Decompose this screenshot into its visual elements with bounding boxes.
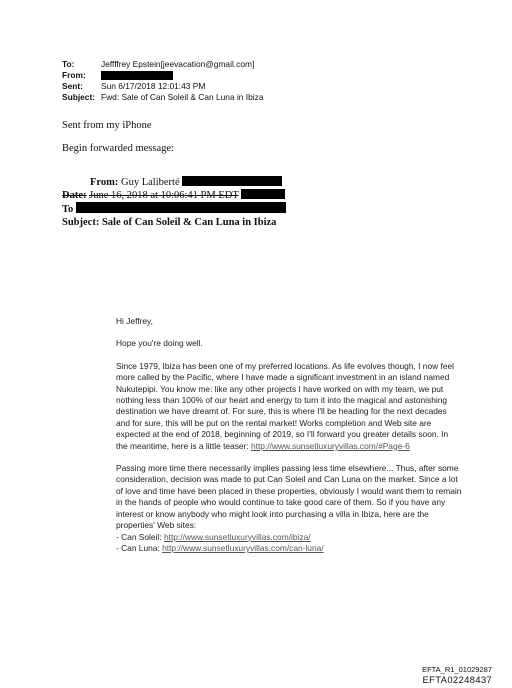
fwd-date-value: June 16, 2018 at 10:06:41 PM EDT bbox=[89, 190, 239, 202]
fwd-to-redaction bbox=[76, 202, 286, 213]
fwd-subject-label: Subject: bbox=[62, 216, 100, 228]
can-luna-label: - Can Luna: bbox=[116, 542, 163, 553]
fwd-subject-row bbox=[62, 217, 286, 229]
message-body bbox=[116, 316, 462, 554]
list-item-can-luna bbox=[116, 543, 462, 554]
fwd-from-label: From: bbox=[90, 177, 119, 188]
paragraph-1-text: Since 1979, Ibiza has been one of my preferred locations. As life evolves though, I now feel more called by the Pacific, where I have made a significant investment in an island named Nukutepipi. You know me: like any other projects I have worked on with my team, we put nothing less than 100% of our heart and energy to turn it into the magical and astonishing destination we have dreamt of. For sure, this is where I'll be heading for the next decades and for sure, this will be put on the rental market! Works completion and Web site are expected at the end of 2018, beginning of 2019, so I'll forward you greater details soon. In the meantime, here is a little teaser: bbox=[116, 360, 454, 451]
can-soleil-link[interactable]: http://www.sunsetluxuryvillas.com/ibiza/ bbox=[163, 531, 311, 542]
fwd-date-label: Date: bbox=[62, 190, 87, 202]
footer-id-1: EFTA_R1_01029287 bbox=[422, 665, 492, 674]
body-line-2: Hope you're doing well. bbox=[116, 338, 203, 349]
from-label: From: bbox=[62, 70, 86, 80]
fwd-to-row bbox=[62, 202, 286, 216]
fwd-from-redaction bbox=[182, 176, 282, 186]
email-header bbox=[62, 59, 263, 103]
can-soleil-label: - Can Soleil: bbox=[116, 531, 164, 542]
from-redaction bbox=[101, 71, 173, 80]
begin-forwarded-line: Begin forwarded message: bbox=[62, 143, 174, 154]
to-value: Jeffffrey Epstein[jeevacation@gmail.com] bbox=[101, 59, 255, 69]
header-subject-row bbox=[62, 92, 263, 103]
body-paragraph-2 bbox=[116, 463, 462, 554]
fwd-subject-value: Sale of Can Soleil & Can Luna in Ibiza bbox=[101, 216, 277, 228]
list-item-can-soleil bbox=[116, 532, 462, 543]
sent-value: Sun 6/17/2018 12:01:43 PM bbox=[101, 81, 206, 91]
subject-label: Subject: bbox=[62, 92, 96, 102]
header-sent-row bbox=[62, 81, 263, 92]
can-luna-link[interactable]: http://www.sunsetluxuryvillas.com/can-luna/ bbox=[162, 542, 324, 553]
sent-from-line: Sent from my iPhone bbox=[62, 120, 152, 131]
subject-value: Fwd: Sale of Can Soleil & Can Luna in Ibiza bbox=[101, 92, 264, 102]
header-to-row bbox=[62, 59, 263, 70]
greeting: Hi Jeffrey, bbox=[116, 316, 153, 326]
header-from-row bbox=[62, 70, 263, 81]
teaser-link[interactable]: http://www.sunsetluxuryvillas.com/#Page-6 bbox=[251, 440, 410, 451]
paragraph-2-text: Passing more time there necessarily implies passing less time elsewhere... Thus, after some consideration, decision was made to put Can Soleil and Can Luna on the market. Since a lot of love and time have been placed in these properties, obviously I would want them to remain in the hands of people who would continue to take good care of them. So if you have any interest or know anybody who might look into purchasing a villa in Ibiza, here are the properties' Web sites: bbox=[116, 463, 462, 531]
fwd-date-redaction bbox=[241, 189, 285, 199]
fwd-to-label: To bbox=[62, 204, 74, 216]
body-paragraph-1 bbox=[116, 361, 462, 452]
fwd-date-row bbox=[62, 189, 286, 202]
to-label: To: bbox=[62, 59, 75, 69]
forwarded-header bbox=[62, 176, 286, 229]
fwd-from-name: Guy Laliberté bbox=[121, 177, 180, 188]
fwd-from-row bbox=[62, 176, 286, 189]
footer-id-2: EFTA02248437 bbox=[422, 675, 492, 686]
sent-label: Sent: bbox=[62, 81, 83, 91]
